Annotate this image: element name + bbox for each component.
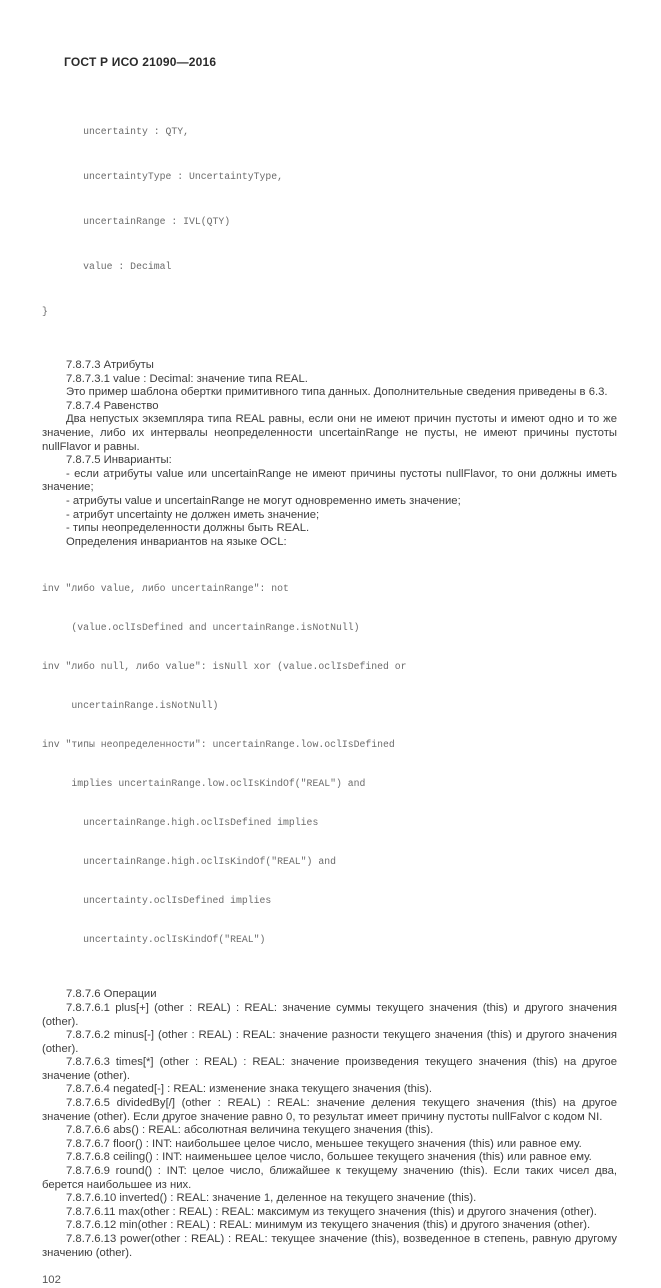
ocl-invariants-code-block [42,556,617,972]
invariant-bullet: - если атрибуты value или uncertainRange не имеют причины пустоты nullFlavor, то они должны иметь значение; [42,467,617,494]
operation-paragraph: 7.8.7.6.5 dividedBy[/] (other : REAL) : REAL: значение деления текущего значения (this) на другое значение (other). Если другое значение равно 0, то результат имеет причину пустоты nullFalvor с кодом NI. [42,1097,617,1123]
code-line: uncertainRange.high.oclIsDefined implies [42,817,319,829]
section-invariants [42,454,617,549]
code-line: (value.oclIsDefined and uncertainRange.isNotNull) [42,622,360,634]
code-line: uncertainty.oclIsDefined implies [42,895,272,907]
operation-paragraph: 7.8.7.6.6 abs() : REAL: абсолютная величина текущего значения (this). [66,1124,434,1137]
document-title: ГОСТ Р ИСО 21090—2016 [64,55,217,69]
paragraph-wrapper-example: Это пример шаблона обертки примитивного типа данных. Дополнительные сведения приведены в 6.3. [66,386,608,399]
invariant-bullet: - атрибуты value и uncertainRange не могут одновременно иметь значение; [66,494,461,507]
operation-paragraph: 7.8.7.6.4 negated[-] : REAL: изменение знака текущего значения (this). [66,1083,432,1096]
code-line: uncertainty.oclIsKindOf("REAL") [42,934,266,946]
paragraph-equality: Два непустых экземпляра типа REAL равны, если они не имеют причин пустоты и имеют одно и то же значение, либо их интервалы неопределенности uncertainRange не пусты, не имеют причины пустоты nullFlavor и равны. [42,413,617,453]
code-line: uncertainRange : IVL(QTY) [42,216,231,227]
section-heading-operations: 7.8.7.6 Операции [66,988,157,1001]
section-heading-invariants: 7.8.7.5 Инварианты: [66,454,172,467]
page-number: 102 [42,1274,61,1287]
section-equality [42,400,617,454]
code-line: implies uncertainRange.low.oclIsKindOf("REAL") and [42,778,366,790]
invariant-bullet: - типы неопределенности должны быть REAL. [66,522,310,535]
operation-paragraph: 7.8.7.6.11 max(other : REAL) : REAL: максимум из текущего значения (this) и другого значения (other). [66,1205,597,1218]
section-heading-attributes: 7.8.7.3 Атрибуты [66,359,154,371]
operation-paragraph: 7.8.7.6.7 floor() : INT: наибольшее целое число, меньшее текущего значения (this) или равное ему. [66,1137,582,1150]
code-line: uncertainty : QTY, [42,126,189,137]
code-line: value : Decimal [42,261,172,272]
code-line: } [42,306,48,317]
operation-paragraph: 7.8.7.6.8 ceiling() : INT: наименьшее целое число, большее текущего значения (this) или равное ему. [66,1151,592,1164]
section-attributes [42,359,617,400]
section-heading-equality: 7.8.7.4 Равенство [66,399,159,412]
paragraph-ocl-intro: Определения инвариантов на языке OCL: [66,535,287,548]
operation-paragraph: 7.8.7.6.10 inverted() : REAL: значение 1, деленное на текущего значение (this). [66,1192,477,1205]
section-operations [42,988,617,1260]
code-line: inv "типы неопределенности": uncertainRange.low.oclIsDefined [42,739,395,751]
code-line: inv "либо null, либо value": isNull xor (value.oclIsDefined or [42,661,407,673]
operation-paragraph: 7.8.7.6.1 plus[+] (other : REAL) : REAL: значение суммы текущего значения (this) и другого значения (other). [42,1001,617,1028]
paragraph-value-decimal: 7.8.7.3.1 value : Decimal: значение типа REAL. [66,372,308,385]
operation-paragraph: 7.8.7.6.12 min(other : REAL) : REAL: минимум из текущего значения (this) и другого значения (other). [66,1219,591,1232]
code-line: uncertainRange.high.oclIsKindOf("REAL") and [42,856,336,868]
page-content [42,0,617,1288]
invariant-bullet: - атрибут uncertainty не должен иметь значение; [66,508,320,521]
operation-paragraph: 7.8.7.6.9 round() : INT: целое число, ближайшее к текущему значению (this). Если таких чисел два, берется наибольшее из них. [42,1165,617,1191]
operation-paragraph: 7.8.7.6.13 power(other : REAL) : REAL: текущее значение (this), возведенное в степень, равную другому значению (other). [42,1233,617,1259]
operation-paragraph: 7.8.7.6.3 times[*] (other : REAL) : REAL: значение произведения текущего значения (this) на другое значение (other). [42,1056,617,1082]
code-line: uncertaintyType : UncertaintyType, [42,171,284,182]
operation-paragraph: 7.8.7.6.2 minus[-] (other : REAL) : REAL: значение разности текущего значения (this) и другого значения (other). [42,1029,617,1055]
code-line: inv "либо value, либо uncertainRange": not [42,583,289,595]
code-line: uncertainRange.isNotNull) [42,700,219,712]
type-definition-code-block [42,94,617,349]
